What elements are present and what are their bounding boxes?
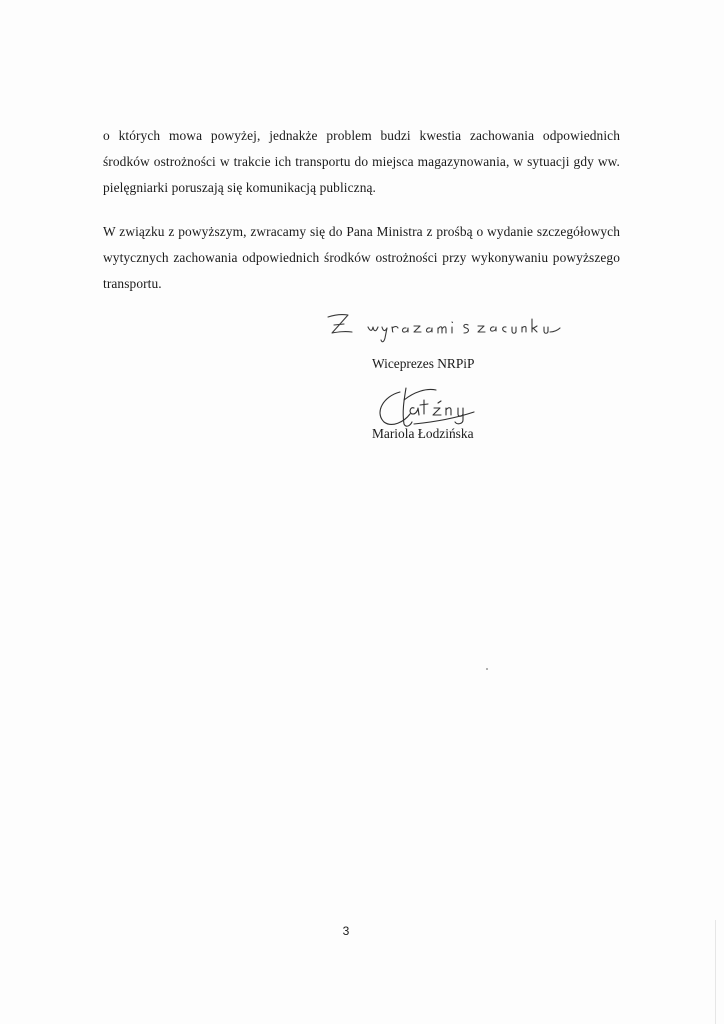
scan-speck bbox=[486, 668, 488, 670]
handwritten-closing bbox=[322, 305, 572, 355]
scan-edge-line bbox=[715, 920, 716, 1024]
handwritten-signature bbox=[370, 378, 500, 430]
body-paragraph-2: W związku z powyższym, zwracamy się do Pana Ministra z prośbą o wydanie szczegółowych wytycznych zachowania odpowiednich środków ostrożności przy wykonywaniu powyższego transportu. bbox=[103, 224, 620, 292]
body-paragraph-1: o których mowa powyżej, jednakże problem budzi kwestia zachowania odpowiednich środków ostrożności w trakcie ich transportu do miejsca magazynowania, w sytuacji gdy ww. pielęgniarki poruszają się komunikacją publiczną. bbox=[103, 128, 620, 196]
page-number: 3 bbox=[342, 924, 350, 938]
signatory-title: Wiceprezes NRPiP bbox=[372, 356, 475, 371]
signatory-name: Mariola Łodzińska bbox=[372, 426, 474, 441]
